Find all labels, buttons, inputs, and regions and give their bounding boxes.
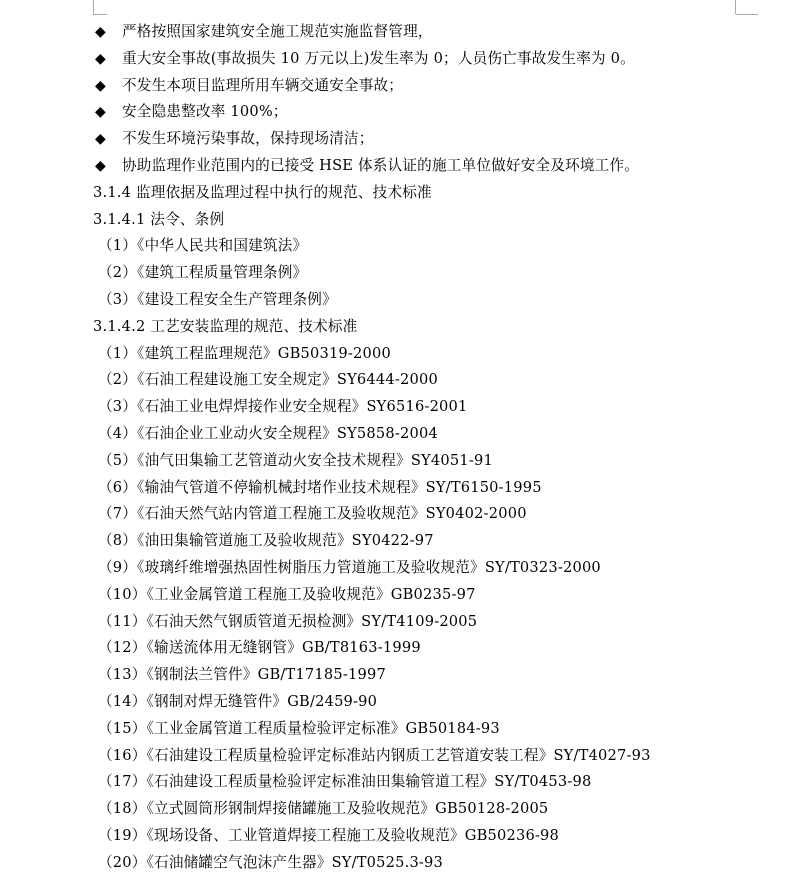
diamond-bullet-icon: ◆ <box>95 131 106 148</box>
standard-item: （5）《油气田集输工艺管道动火安全技术规程》SY4051-91 <box>98 451 493 469</box>
diamond-bullet-icon: ◆ <box>95 77 106 94</box>
standard-item: （8）《油田集输管道施工及验收规范》SY0422-97 <box>98 532 434 550</box>
law-item: （2）《建筑工程质量管理条例》 <box>98 264 308 282</box>
standard-item: （20）《石油储罐空气泡沫产生器》SY/T0525.3-93 <box>98 853 444 871</box>
diamond-bullet-icon: ◆ <box>95 104 106 121</box>
standard-item: （12）《输送流体用无缝钢管》GB/T8163-1999 <box>98 639 421 657</box>
bullet-text: 不发生本项目监理所用车辆交通安全事故； <box>122 76 404 94</box>
bullet-text: 重大安全事故(事故损失 10 万元以上)发生率为 0；人员伤亡事故发生率为 0。 <box>122 49 635 67</box>
bullet-text: 严格按照国家建筑安全施工规范实施监督管理， <box>122 23 433 40</box>
diamond-bullet-icon: ◆ <box>95 24 106 40</box>
bullet-text: 不发生环境污染事故，保持现场清洁； <box>122 130 374 148</box>
bullet-text: 协助监理作业范围内的已接受 HSE 体系认证的施工单位做好安全及环境工作。 <box>122 156 640 174</box>
bullet-item <box>93 73 773 100</box>
standard-item: （2）《石油工程建设施工安全规定》SY6444-2000 <box>98 371 438 389</box>
section-heading-3-1-4-1: 3.1.4.1 法令、条例 <box>93 210 225 228</box>
section-heading-3-1-4: 3.1.4 监理依据及监理过程中执行的规范、技术标准 <box>93 183 432 201</box>
standard-item: （1）《建筑工程监理规范》GB50319-2000 <box>98 344 391 362</box>
bullet-item <box>93 19 773 46</box>
standard-item: （9）《玻璃纤维增强热固性树脂压力管道施工及验收规范》SY/T0323-2000 <box>98 558 601 576</box>
document-body <box>93 19 773 877</box>
bullet-item <box>93 46 773 73</box>
bullet-item <box>93 99 773 126</box>
page-corner-mark-right <box>735 0 736 14</box>
standard-item: （14）《钢制对焊无缝管件》GB/2459-90 <box>98 692 378 710</box>
page-corner-mark-left <box>93 0 94 14</box>
standard-item: （16）《石油建设工程质量检验评定标准站内钢质工艺管道安装工程》SY/T4027-93 <box>98 746 651 764</box>
standard-item: （18）《立式圆筒形钢制焊接储罐施工及验收规范》GB50128-2005 <box>98 800 549 818</box>
standard-item: （7）《石油天然气站内管道工程施工及验收规范》SY0402-2000 <box>98 505 527 523</box>
section-heading-3-1-4-2: 3.1.4.2 工艺安装监理的规范、技术标准 <box>93 317 358 335</box>
law-item: （3）《建设工程安全生产管理条例》 <box>98 290 337 308</box>
bullet-item <box>93 126 773 153</box>
bullet-item <box>93 153 773 180</box>
standard-item: （6）《输油气管道不停输机械封堵作业技术规程》SY/T6150-1995 <box>98 478 542 496</box>
page-corner-mark-right-h <box>736 14 758 15</box>
diamond-bullet-icon: ◆ <box>95 50 106 67</box>
standard-item: （11）《石油天然气钢质管道无损检测》SY/T4109-2005 <box>98 612 478 630</box>
law-item: （1）《中华人民共和国建筑法》 <box>98 237 308 255</box>
standard-item: （4）《石油企业工业动火安全规程》SY5858-2004 <box>98 424 438 442</box>
bullet-text: 安全隐患整改率 100%； <box>122 103 288 121</box>
page-corner-mark-left-h <box>93 14 107 15</box>
standard-item: （3）《石油工业电焊焊接作业安全规程》SY6516-2001 <box>98 398 468 416</box>
standard-item: （13）《钢制法兰管件》GB/T17185-1997 <box>98 666 386 684</box>
standard-item: （10）《工业金属管道工程施工及验收规范》GB0235-97 <box>98 585 476 603</box>
standard-item: （17）《石油建设工程质量检验评定标准油田集输管道工程》SY/T0453-98 <box>98 773 592 791</box>
standard-item: （19）《现场设备、工业管道焊接工程施工及验收规范》GB50236-98 <box>98 826 560 844</box>
standard-item: （15）《工业金属管道工程质量检验评定标准》GB50184-93 <box>98 719 500 737</box>
diamond-bullet-icon: ◆ <box>95 157 106 174</box>
